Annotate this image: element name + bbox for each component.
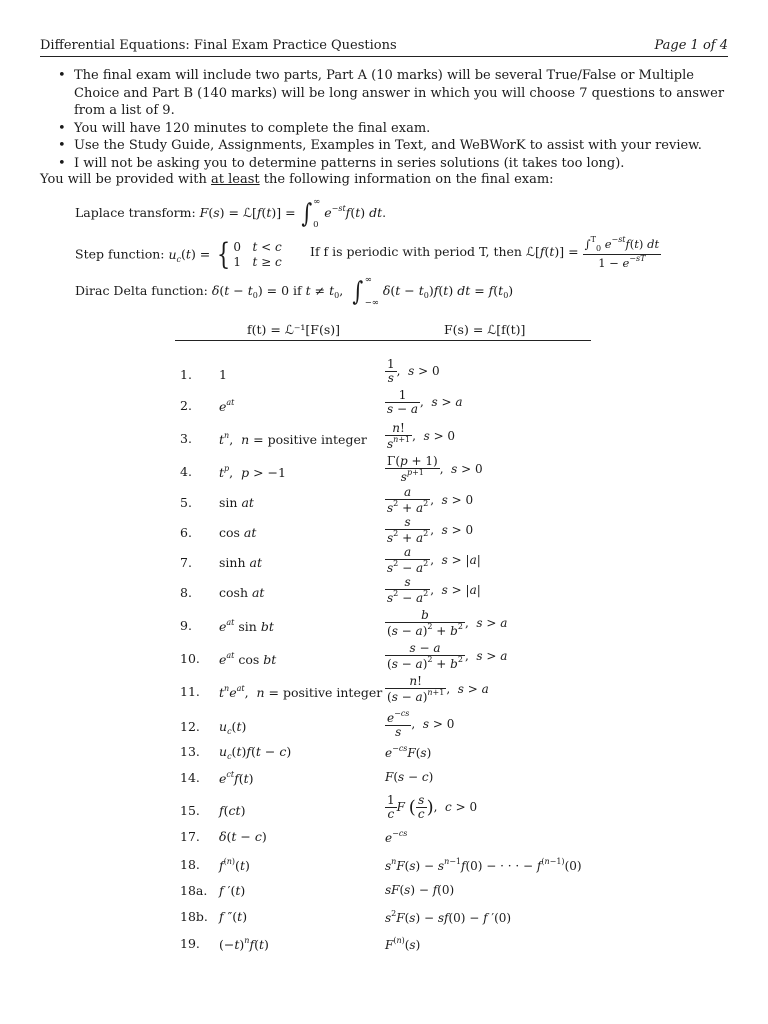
row-F: $F^{(n)}(s)$: [385, 936, 421, 952]
row-F: $\frac{s}{s^2 + a^2}$ , s > 0: [387, 515, 474, 546]
row-F: $\frac{e^{-cs}}{s}$ , s > 0: [387, 709, 455, 740]
row-F: $e^{-cs}$: [385, 829, 408, 845]
page-number: Page 1 of 4: [654, 38, 728, 53]
row-F: $\frac{b}{(s - a)^2 + b^2}$ , s > a: [387, 608, 508, 639]
row-F: $\frac{s}{s^2 - a^2}$ , s > |a|: [387, 575, 481, 606]
instruction-list: [58, 67, 730, 172]
row-f: $t^p$, p > −1: [219, 464, 286, 480]
row-index: 12.: [180, 719, 200, 734]
row-F: $s^2F(s) - sf(0) - f$ ′(0): [385, 909, 512, 925]
row-index: 10.: [180, 651, 200, 666]
row-F: $\frac{a}{s^2 + a^2}$ , s > 0: [387, 485, 474, 516]
page-header: [40, 38, 728, 57]
periodic-definition: If f is periodic with period T, then ℒ[f(t)] = $\frac{\int^T_0 e^{-st}f(t) dt}{1 - e^{-sT}}$: [310, 235, 660, 270]
row-index: 19.: [180, 936, 200, 951]
dirac-label: Dirac Delta function:: [75, 283, 208, 298]
row-f: $e^{at}$: [219, 398, 235, 414]
row-f: cos at: [219, 525, 257, 540]
row-F: $\frac{a}{s^2 - a^2}$ , s > |a|: [387, 545, 481, 576]
row-index: 5.: [180, 495, 192, 510]
row-index: 11.: [180, 684, 200, 699]
row-f: sinh at: [219, 555, 262, 570]
column-header-transform: F(s) = ℒ[f(t)]: [444, 322, 526, 337]
instruction-item: • You will have 120 minutes to complete the final exam.: [58, 120, 730, 138]
row-index: 2.: [180, 398, 192, 413]
row-f: $f^{(n)}(t)$: [219, 857, 250, 873]
row-index: 18b.: [180, 909, 208, 924]
row-index: 6.: [180, 525, 192, 540]
row-index: 1.: [180, 367, 192, 382]
row-index: 18.: [180, 857, 200, 872]
row-f: $u_c(t)$: [219, 719, 247, 736]
row-index: 3.: [180, 431, 192, 446]
row-F: $\frac{1}{s}$ , s > 0: [387, 357, 440, 386]
row-f: $u_c(t)f(t - c)$: [219, 744, 292, 761]
row-f: $e^{at}$ sin bt: [219, 618, 274, 634]
instruction-item: • I will not be asking you to determine patterns in series solutions (it takes too long).: [58, 155, 730, 173]
row-F: $\frac{n!}{s^{n+1}}$ , s > 0: [387, 421, 456, 452]
row-F: $s^nF(s) - s^{n-1}f(0)$ − · · · − $f^{(n-1)}(0)$: [385, 857, 582, 873]
laplace-label: Laplace transform:: [75, 205, 196, 220]
row-f: $t^n$, n = positive integer: [219, 431, 367, 447]
row-index: 9.: [180, 618, 192, 633]
row-f: $e^{at}$ cos bt: [219, 651, 277, 667]
row-f: cosh at: [219, 585, 265, 600]
instruction-item: • Use the Study Guide, Assignments, Examples in Text, and WeBWorK to assist with your review.: [58, 137, 730, 155]
dirac-definition: Dirac Delta function: $\delta(t - t_0) = 0$ if $t \ne t_0$, ∫ ∞ −∞ $\delta(t - t_0)f(t)$ dt = $f(t_0)$: [75, 275, 514, 308]
row-F: $\frac{1}{c}$ F ( $\frac{s}{c}$ ), c > 0: [387, 793, 478, 822]
row-F: $\frac{\Gamma(p + 1)}{s^{p+1}}$ , s > 0: [387, 454, 483, 485]
row-f: 1: [219, 367, 227, 382]
document-title: Differential Equations: Final Exam Practice Questions: [40, 38, 397, 53]
row-F: $\frac{1}{s - a}$ , s > a: [387, 388, 463, 417]
row-index: 15.: [180, 803, 200, 818]
row-f: $e^{ct}f(t)$: [219, 770, 254, 786]
row-F: $\frac{s - a}{(s - a)^2 + b^2}$ , s > a: [387, 641, 508, 672]
step-label: Step function:: [75, 246, 165, 262]
row-f: δ(t − c): [219, 829, 267, 844]
row-index: 14.: [180, 770, 200, 785]
periodic-label: If f is periodic with period T, then: [310, 244, 522, 260]
intro-sentence: You will be provided with at least the following information on the final exam:: [40, 172, 554, 187]
row-index: 17.: [180, 829, 200, 844]
step-function-definition: Step function: $u_c(t)$ = { 0 t < c 1 t ≥ c: [75, 237, 282, 272]
row-index: 7.: [180, 555, 192, 570]
row-F: $\frac{n!}{(s - a)^{n+1}}$ , s > a: [387, 674, 489, 705]
row-index: 18a.: [180, 883, 208, 898]
row-f: f(ct): [219, 803, 246, 818]
row-f: f ″(t): [219, 909, 248, 924]
row-index: 13.: [180, 744, 200, 759]
instruction-item: • The final exam will include two parts, Part A (10 marks) will be several True/False or Multiple Choice and Part B (140 marks) will be long answer in which you will choose 7 questions to answer from a list of 9.: [58, 67, 730, 120]
row-f: sin at: [219, 495, 254, 510]
row-index: 4.: [180, 464, 192, 479]
row-f: $(-t)^nf(t)$: [219, 936, 269, 952]
row-F: $e^{-cs}F(s)$: [385, 744, 432, 760]
underlined-phrase: at least: [211, 172, 260, 187]
row-index: 8.: [180, 585, 192, 600]
laplace-definition: Laplace transform: F(s) = ℒ[f(t)] = ∫ ∞ 0 $e^{-st}f(t)$ dt.: [75, 197, 387, 230]
column-header-inverse: f(t) = ℒ⁻¹[F(s)]: [247, 322, 341, 337]
row-F: F(s − c): [385, 770, 434, 784]
row-f: $t^ne^{at}$, n = positive integer: [219, 684, 383, 700]
row-f: f ′(t): [219, 883, 246, 898]
row-F: sF(s) − f(0): [385, 883, 455, 897]
table-header: [175, 322, 591, 341]
